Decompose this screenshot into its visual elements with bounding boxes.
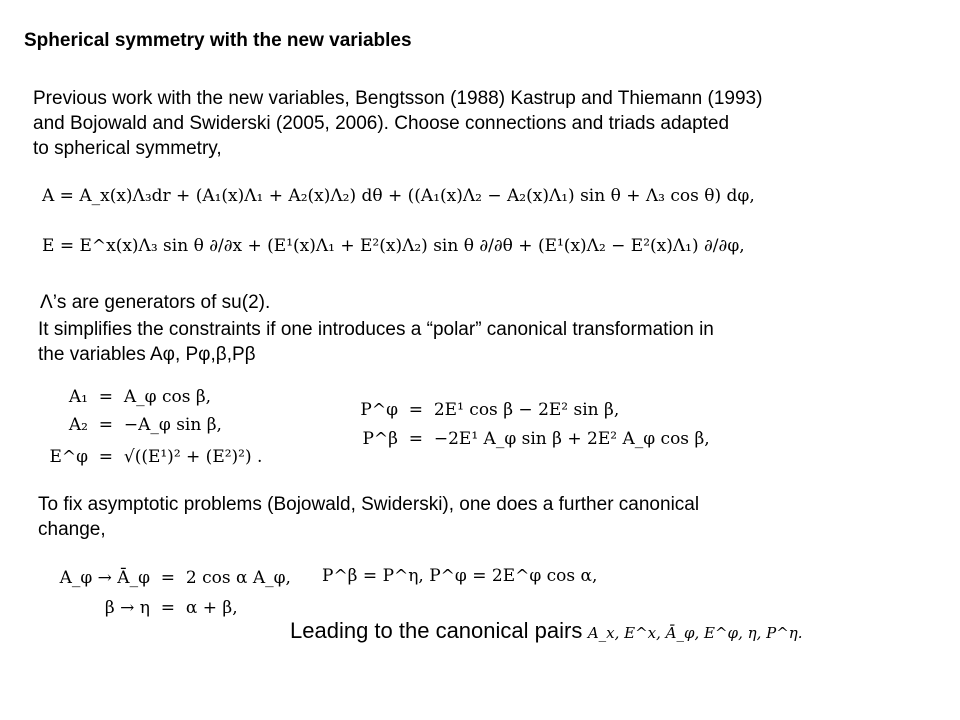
leading-math: A_x, E^x, Ā_φ, E^φ, η, P^η. xyxy=(587,624,803,642)
polar-equations-right: P^φ = 2E¹ cos β − 2E² sin β, P^β = −2E¹ A_φ sin β + 2E² A_φ cos β, xyxy=(358,400,710,458)
fix-line: To fix asymptotic problems (Bojowald, Swiderski), one does a further canonical xyxy=(38,494,700,515)
polar-line: the variables Aφ, Pφ,β,Pβ xyxy=(38,344,256,365)
polar-equations-left: A₁ = A_φ cos β, A₂ = −A_φ sin β, E^φ = √((E¹)² + (E²)²) . xyxy=(40,387,262,475)
polar-paragraph xyxy=(38,317,714,367)
page-title: Spherical symmetry with the new variables xyxy=(24,30,412,51)
lambda-note: Λ’s are generators of su(2). xyxy=(40,292,271,313)
eq-rhs: 2 cos α A_φ, xyxy=(185,568,291,588)
eq-lhs: E^φ xyxy=(49,447,88,467)
intro-paragraph xyxy=(33,86,762,161)
eq-lhs: β → η xyxy=(104,598,150,618)
intro-line: and Bojowald and Swiderski (2005, 2006). Choose connections and triads adapted xyxy=(33,113,730,134)
eq-lhs: A₁ xyxy=(68,387,88,407)
eq-rhs: A_φ cos β, xyxy=(123,387,212,407)
eq-rhs: √((E¹)² + (E²)²) . xyxy=(123,447,263,467)
eq-lhs: P^β xyxy=(362,429,398,449)
leading-statement xyxy=(290,618,803,644)
eq-rhs: −2E¹ A_φ sin β + 2E² A_φ cos β, xyxy=(433,429,710,449)
equation-triad: E = E^x(x)Λ₃ sin θ ∂/∂x + (E¹(x)Λ₁ + E²(x)Λ₂) sin θ ∂/∂θ + (E¹(x)Λ₂ − E²(x)Λ₁) ∂/∂φ, xyxy=(42,236,745,256)
eq-lhs: P^φ xyxy=(360,400,398,420)
eq-rhs: −A_φ sin β, xyxy=(123,415,222,435)
fix-paragraph xyxy=(38,492,699,542)
fix-equations-left: A_φ → Ā_φ = 2 cos α A_φ, β → η = α + β, xyxy=(40,568,291,628)
intro-line: Previous work with the new variables, Bengtsson (1988) Kastrup and Thiemann (1993) xyxy=(33,88,763,109)
fix-equation-right: P^β = P^η, P^φ = 2E^φ cos α, xyxy=(322,566,598,586)
eq-lhs: A_φ → Ā_φ xyxy=(59,568,150,588)
eq-rhs: α + β, xyxy=(185,598,238,618)
eq-lhs: A₂ xyxy=(68,415,88,435)
polar-line: It simplifies the constraints if one introduces a “polar” canonical transformation in xyxy=(38,319,714,340)
intro-line: to spherical symmetry, xyxy=(33,138,222,159)
leading-label: Leading to the canonical pairs xyxy=(290,618,583,643)
equation-connection: A = A_x(x)Λ₃dr + (A₁(x)Λ₁ + A₂(x)Λ₂) dθ + ((A₁(x)Λ₂ − A₂(x)Λ₁) sin θ + Λ₃ cos θ) dφ, xyxy=(42,186,755,206)
eq-rhs: 2E¹ cos β − 2E² sin β, xyxy=(433,400,620,420)
fix-line: change, xyxy=(38,519,106,540)
